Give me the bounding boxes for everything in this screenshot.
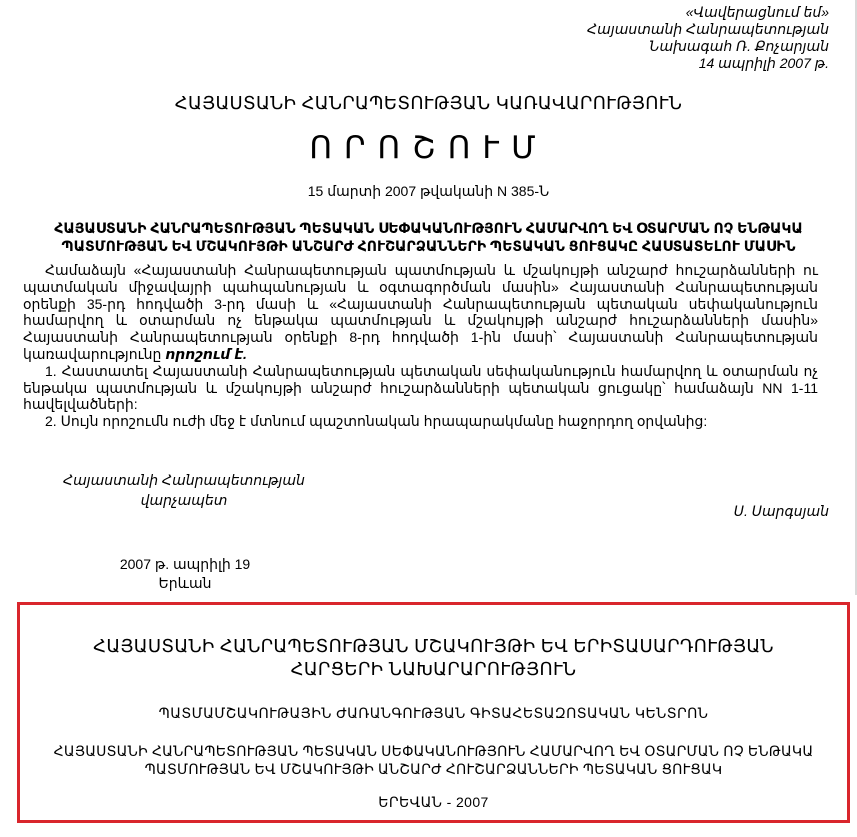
decree-subject <box>20 219 837 255</box>
approval-line-date: 14 ապրիլի 2007 թ. <box>698 55 829 71</box>
approval-line-president: Նախագահ Ռ. Քոչարյան <box>649 38 829 54</box>
government-title: ՀԱՅԱՍՏԱՆԻ ՀԱՆՐԱՊԵՏՈՒԹՅԱՆ ԿԱՌԱՎԱՐՈՒԹՅՈՒՆ <box>174 93 683 113</box>
decree-item-2: 2. Սույն որոշումն ուժի մեջ է մտնում պաշտոնական հրապարակմանը հաջորդող օրվանից: <box>45 413 708 430</box>
signing-date: 2007 թ. ապրիլի 19 <box>119 556 251 572</box>
approval-line-republic: Հայաստանի Հանրապետության <box>587 21 829 37</box>
signatory-name: Ս. Սարգսյան <box>733 503 829 519</box>
approval-line-approve: «Վավերացնում եմ» <box>685 4 829 20</box>
ministry-title-line: ՀԱՐՑԵՐԻ ՆԱԽԱՐԱՐՈՒԹՅՈՒՆ <box>290 659 577 679</box>
decides-phrase: որոշում է. <box>165 345 247 362</box>
research-center-title: ՊԱՏՄԱՄՇԱԿՈՒԹԱՅԻՆ ԺԱՌԱՆԳՈՒԹՅԱՆ ԳԻՏԱՀԵՏԱԶՈՏԱԿԱՆ ԿԵՆՏՐՈՆ <box>158 705 709 721</box>
place-and-date <box>105 555 265 593</box>
decree-body <box>23 262 818 430</box>
signatory-title-line: վարչապետ <box>140 492 228 508</box>
decree-date-number: 15 մարտի 2007 թվականի N 385-Ն <box>307 183 550 199</box>
decision-heading: ՈՐՈՇՈՒՄ <box>309 130 548 165</box>
state-list-title-line: ՀԱՅԱՍՏԱՆԻ ՀԱՆՐԱՊԵՏՈՒԹՅԱՆ ՊԵՏԱԿԱՆ ՍԵՓԱԿԱՆՈՒԹՅՈՒՆ ՀԱՄԱՐՎՈՂ ԵՎ ՕՏԱՐՄԱՆ ՈՉ ԵՆԹԱԿԱ <box>53 743 814 759</box>
state-list-title-line: ՊԱՏՄՈՒԹՅԱՆ ԵՎ ՄՇԱԿՈՒՅԹԻ ԱՆՇԱՐԺ ՀՈՒՇԱՐՁԱՆՆԵՐԻ ՊԵՏԱԿԱՆ ՑՈՒՑԱԿ <box>144 761 723 777</box>
city-year: ԵՐԵՎԱՆ - 2007 <box>378 794 489 810</box>
highlighted-title-page <box>17 602 850 823</box>
subject-line: ՊԱՏՄՈՒԹՅԱՆ ԵՎ ՄՇԱԿՈՒՅԹԻ ԱՆՇԱՐԺ ՀՈՒՇԱՐՁԱՆՆԵՐԻ ՊԵՏԱԿԱՆ ՑՈՒՑԱԿԸ ՀԱՍՏԱՏԵԼՈՒ ՄԱՍԻՆ <box>61 238 796 254</box>
signatory-title <box>58 470 310 510</box>
preamble-text: Համաձայն «Հայաստանի Հանրապետության պատմության և մշակույթի անշարժ հուշարձանների ու պատմական միջավայրի պահպանության և օգտագործման մասին» Հայաստանի Հանրապետության օրենքի 35-րդ հոդվածի 3-րդ մասի և «Հայաստանի Հանրապետության պետական սեփականություն համարվող և օտարման ոչ ենթակա պատմության և մշակույթի անշարժ հուշարձանների մասին» Հայաստանի Հանրապետության օրենքի 8-րդ հոդվածի 1-ին մասի՝ Հայաստանի Հանրապետության կառավարությունը <box>23 262 818 362</box>
decree-item-1: 1. Հաստատել Հայաստանի Հանրապետության պետական սեփականություն համարվող և օտարման ոչ ենթակա պատմության և մշակույթի անշարժ հուշարձանների պետական ցուցակը՝ համաձայն NN 1-11 հավելվածների: <box>23 362 818 413</box>
preamble-paragraph <box>23 262 818 363</box>
signatory-title-line: Հայաստանի Հանրապետության <box>63 472 305 488</box>
state-list-title <box>20 742 847 778</box>
ministry-title-line: ՀԱՅԱՍՏԱՆԻ ՀԱՆՐԱՊԵՏՈՒԹՅԱՆ ՄՇԱԿՈՒՅԹԻ ԵՎ ԵՐԻՏԱՍԱՐԴՈՒԹՅԱՆ <box>93 636 774 656</box>
signing-city: Երևան <box>158 575 212 591</box>
approval-stamp <box>587 4 829 72</box>
ministry-title <box>20 635 847 681</box>
subject-line: ՀԱՅԱՍՏԱՆԻ ՀԱՆՐԱՊԵՏՈՒԹՅԱՆ ՊԵՏԱԿԱՆ ՍԵՓԱԿԱՆՈՒԹՅՈՒՆ ՀԱՄԱՐՎՈՂ ԵՎ ՕՏԱՐՄԱՆ ՈՉ ԵՆԹԱԿԱ <box>54 220 803 236</box>
